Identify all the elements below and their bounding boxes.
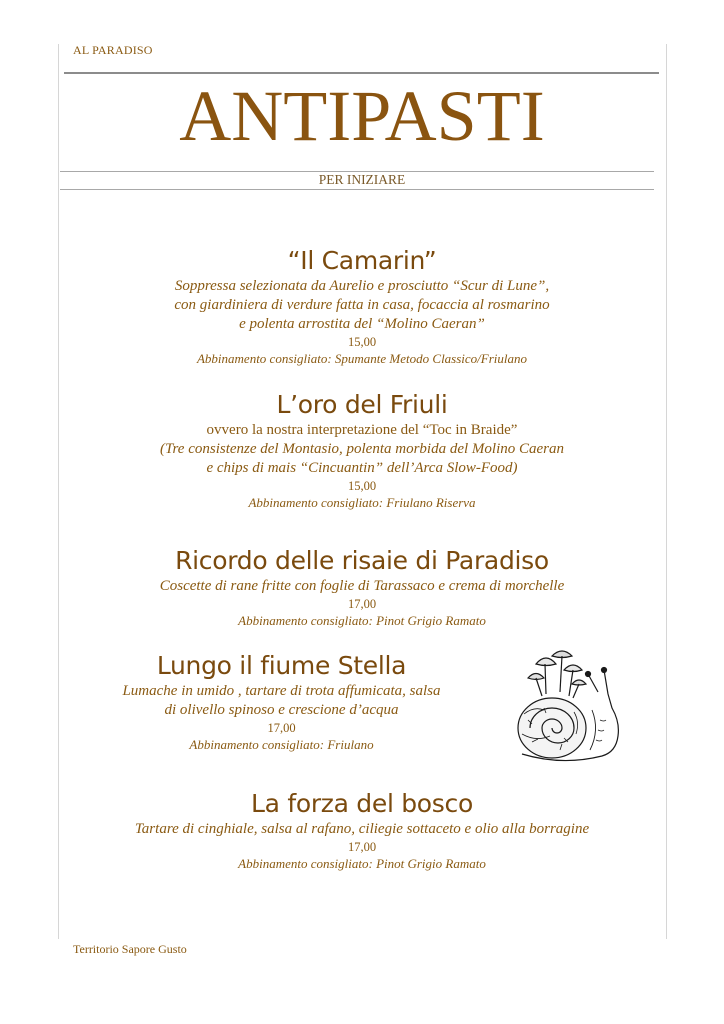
dish-price: 17,00: [267, 721, 296, 735]
menu-item-oro-del-friuli: [0, 389, 724, 512]
page-title: ANTIPASTI: [179, 76, 545, 156]
dish-description-line: Coscette di rane fritte con foglie di Tarassaco e crema di morchelle: [159, 578, 565, 594]
dish-price: 17,00: [347, 840, 377, 854]
section-subtitle: PER INIZIARE: [318, 172, 406, 187]
dish-price: 15,00: [347, 479, 377, 493]
dish-description-line: con giardiniera di verdure fatta in casa, focaccia al rosmarino: [174, 297, 550, 313]
menu-item-camarin: [0, 245, 724, 368]
wine-pairing: Abbinamento consigliato: Pinot Grigio Ramato: [238, 613, 486, 628]
dish-name: “Il Camarin”: [287, 246, 437, 275]
dish-description-intro: ovvero la nostra interpretazione del “Toc in Braide”: [206, 422, 518, 438]
wine-pairing: Abbinamento consigliato: Friulano Riserva: [248, 495, 476, 510]
dish-description-line: Tartare di cinghiale, salsa al rafano, ciliegie sottaceto e olio alla borragine: [134, 821, 590, 837]
dish-price: 17,00: [347, 597, 377, 611]
dish-description-line: e polenta arrostita del “Molino Caeran”: [239, 316, 485, 332]
dish-description-line: Soppressa selezionata da Aurelio e prosciutto “Scur di Lune”,: [174, 278, 550, 294]
wine-pairing: Abbinamento consigliato: Pinot Grigio Ramato: [238, 856, 486, 871]
dish-name: Ricordo delle risaie di Paradiso: [175, 546, 549, 575]
menu-item-forza-del-bosco: [0, 788, 724, 873]
dish-name: L’oro del Friuli: [276, 390, 448, 419]
menu-item-risaie: [0, 545, 724, 630]
dish-price: 15,00: [347, 335, 377, 349]
wine-pairing: Abbinamento consigliato: Spumante Metodo Classico/Friulano: [196, 351, 528, 366]
footer-tagline: Territorio Sapore Gusto: [73, 942, 187, 956]
dish-description-line: di olivello spinoso e crescione d’acqua: [164, 702, 399, 718]
dish-name: La forza del bosco: [251, 789, 473, 818]
subtitle-rule-bottom: [60, 189, 654, 190]
dish-description-line: (Tre consistenze del Montasio, polenta morbida del Molino Caeran: [160, 441, 564, 457]
dish-description-line: Lumache in umido , tartare di trota affumicata, salsa: [122, 683, 441, 699]
menu-item-fiume-stella: [60, 650, 503, 754]
snail-mushroom-illustration: [514, 650, 626, 766]
restaurant-name: AL PARADISO: [73, 43, 153, 57]
wine-pairing: Abbinamento consigliato: Friulano: [189, 737, 374, 752]
dish-name: Lungo il fiume Stella: [156, 651, 407, 680]
header-divider: [64, 72, 659, 74]
dish-description-line: e chips di mais “Cincuantin” dell’Arca Slow-Food): [206, 460, 518, 476]
